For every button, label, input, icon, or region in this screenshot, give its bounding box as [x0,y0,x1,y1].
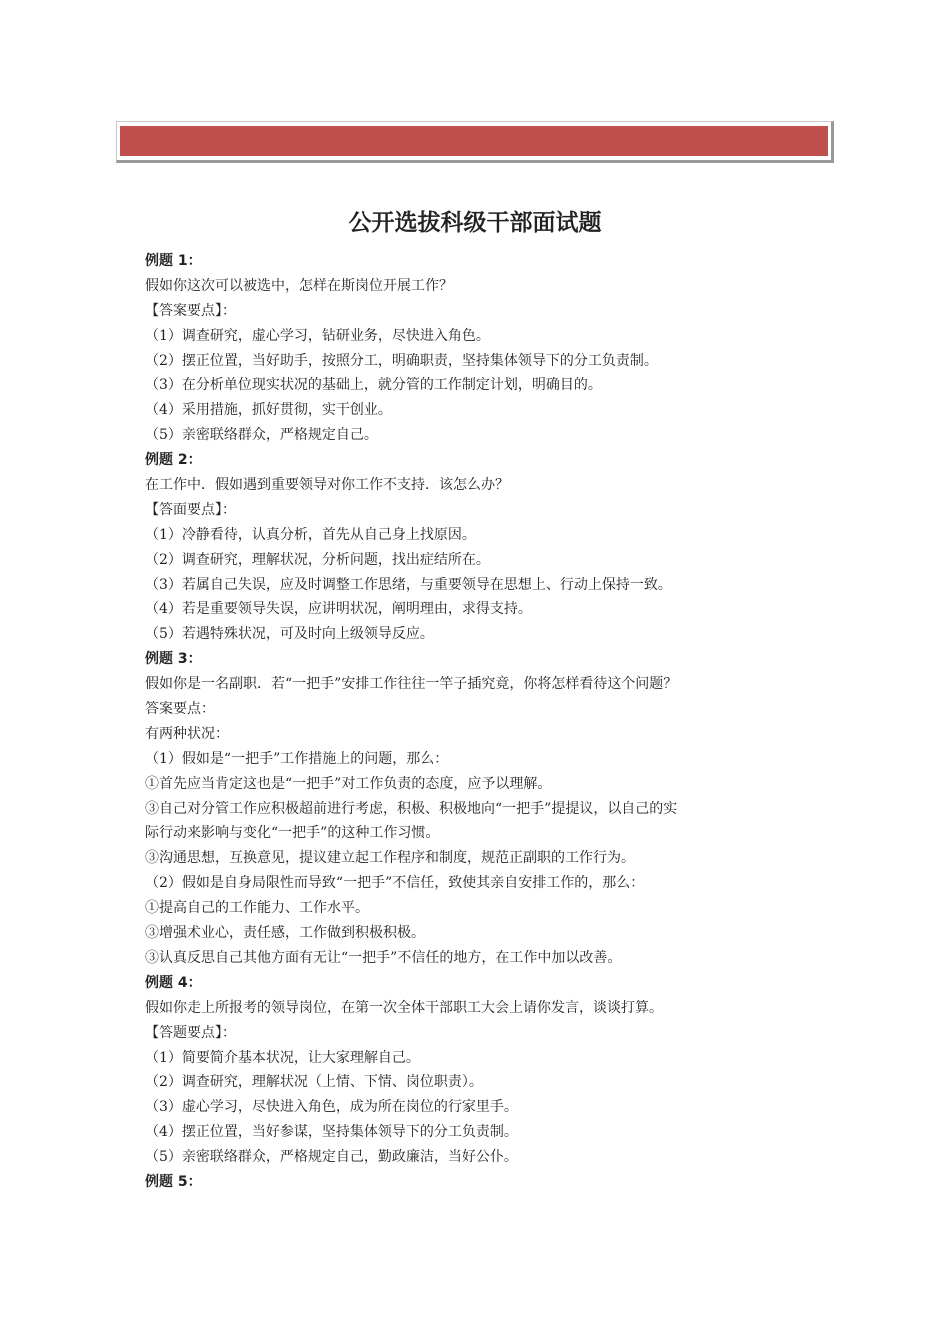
text-line: （5）若遇特殊状况，可及时向上级领导反应。 [145,626,434,643]
text-line: （1）调查研究，虚心学习，钻研业务，尽快进入角色。 [145,327,490,344]
text-line: ①首先应当肯定这也是“一把手”对工作负责的态度，应予以理解。 [145,775,552,792]
text-line: 在工作中．假如遇到重要领导对你工作不支持．该怎么办？ [145,477,509,494]
header-banner [116,121,834,163]
text-line: 假如你是一名副职．若“一把手”安排工作往往一竿子插究竟，你将怎样看待这个问题？ [145,676,678,693]
text-line: 假如你走上所报考的领导岗位，在第一次全体干部职工大会上请你发言，谈谈打算。 [145,999,663,1016]
text-line: 假如你这次可以被选中，怎样在斯岗位开展工作？ [145,277,453,294]
text-line: 有两种状况： [145,725,229,742]
text-line: （4）采用措施，抓好贯彻，实干创业。 [145,402,392,419]
text-line: （1）冷静看待，认真分析，首先从自己身上找原因。 [145,526,476,543]
text-line: ①提高自己的工作能力、工作水平。 [145,900,369,917]
question-heading: 例题 2： [145,452,202,469]
text-line: 【答案要点】： [145,302,236,319]
text-line: 【答题要点】： [145,1024,236,1041]
text-line: （2）摆正位置，当好助手，按照分工，明确职责，坚持集体领导下的分工负责制。 [145,352,658,369]
text-line: 答案要点： [145,701,215,718]
question-heading: 例题 4： [145,974,202,991]
text-line: 【答面要点】： [145,501,236,518]
text-line: 际行动来影响与变化“一把手”的这种工作习惯。 [145,825,440,842]
document-body [145,249,815,1195]
text-line: （2）调查研究，理解状况（上情、下情、岗位职责）。 [145,1074,483,1091]
text-line: ③认真反思自己其他方面有无让“一把手”不信任的地方，在工作中加以改善。 [145,949,622,966]
text-line: ③自己对分管工作应积极超前进行考虑，积极、积极地向“一把手”提提议，以自己的实 [145,800,678,817]
header-banner-fill [120,126,828,156]
text-line: （1）简要简介基本状况，让大家理解自己。 [145,1049,420,1066]
text-line: （3）在分析单位现实状况的基础上，就分管的工作制定计划，明确目的。 [145,377,602,394]
text-line: （2）调查研究，理解状况，分析问题，找出症结所在。 [145,551,490,568]
question-heading: 例题 3： [145,651,202,668]
text-line: （4）摆正位置，当好参谋，坚持集体领导下的分工负责制。 [145,1124,518,1141]
question-heading: 例题 1： [145,253,202,269]
text-line: （3）若属自己失误，应及时调整工作思绪，与重要领导在思想上、行动上保持一致。 [145,576,672,593]
question-heading: 例题 5： [145,1173,202,1190]
text-line: （3）虚心学习，尽快进入角色，成为所在岗位的行家里手。 [145,1099,518,1116]
document-title: 公开选拔科级干部面试题 [348,210,602,236]
text-line: （1）假如是“一把手”工作措施上的问题，那么： [145,750,449,767]
text-line: （5）亲密联络群众，严格规定自己。 [145,427,378,444]
text-line: （5）亲密联络群众，严格规定自己，勤政廉洁，当好公仆。 [145,1149,518,1166]
text-line: ③增强术业心，责任感，工作做到积极积极。 [145,925,425,942]
text-line: ③沟通思想，互换意见，提议建立起工作程序和制度，规范正副职的工作行为。 [145,850,635,867]
text-line: （4）若是重要领导失误，应讲明状况，阐明理由，求得支持。 [145,601,532,618]
text-line: （2）假如是自身局限性而导致“一把手”不信任，致使其亲自安排工作的，那么： [145,875,645,892]
